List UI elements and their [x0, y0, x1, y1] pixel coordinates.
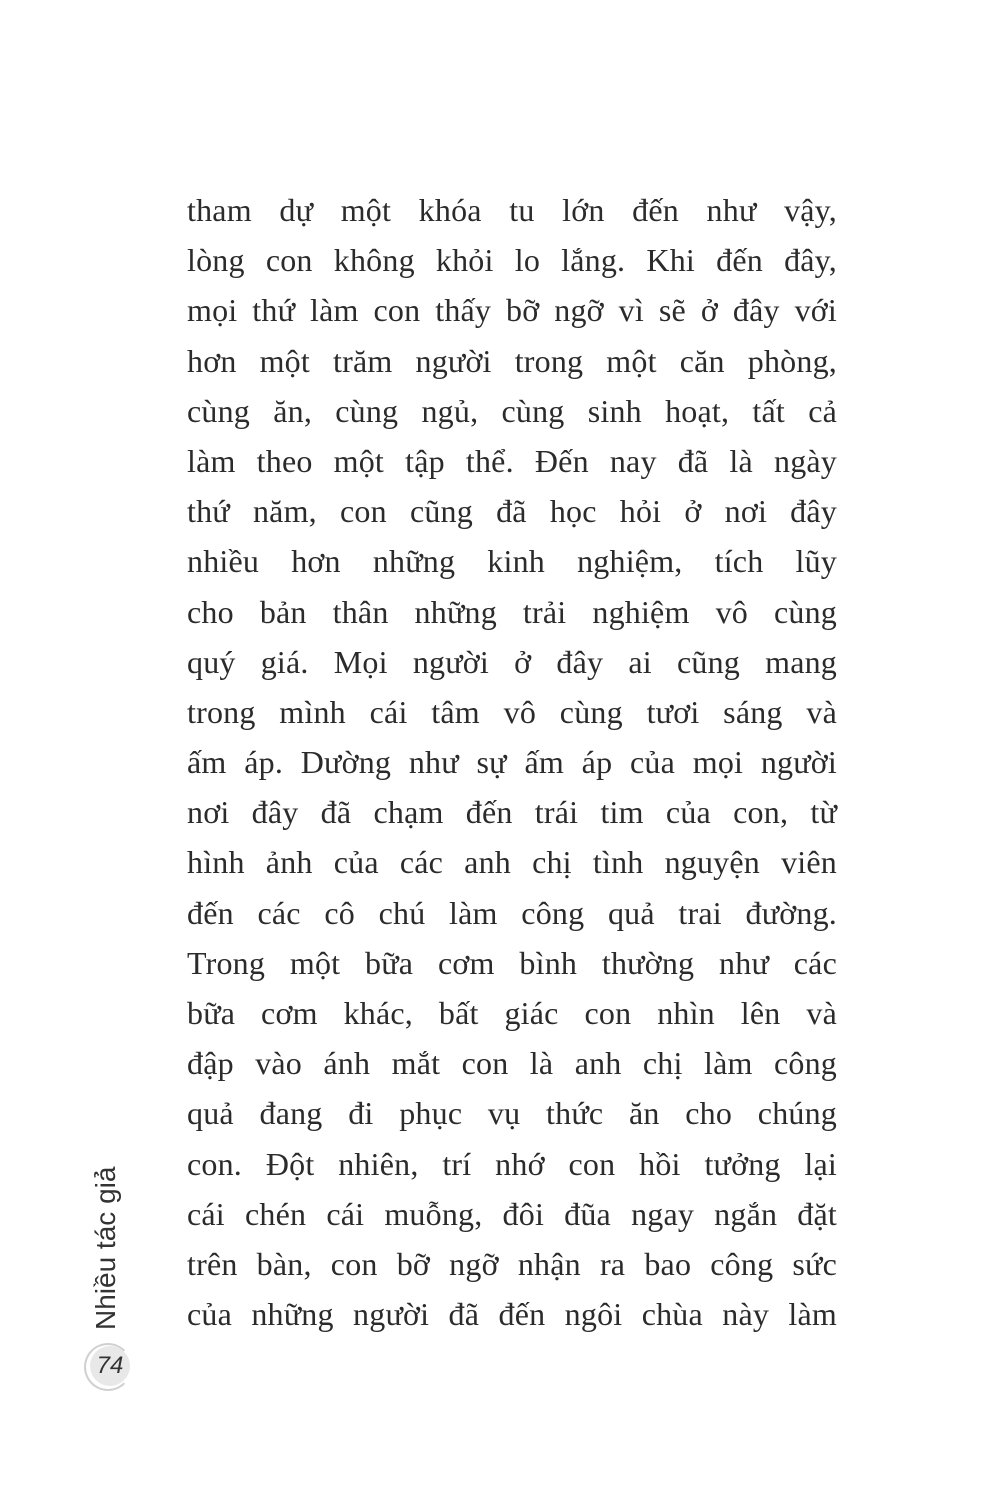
text-line: Trong một bữa cơm bình thường như các: [187, 944, 837, 981]
text-line: quý giá. Mọi người ở đây ai cũng mang: [187, 643, 837, 680]
text-line: bữa cơm khác, bất giác con nhìn lên và: [187, 995, 837, 1031]
text-line: đến các cô chú làm công quả trai đường.: [187, 894, 837, 931]
text-line: thứ năm, con cũng đã học hỏi ở nơi đây: [187, 493, 837, 530]
text-line: lòng con không khỏi lo lắng. Khi đến đây,: [187, 242, 837, 279]
text-line: ấm áp. Dường như sự ấm áp của mọi người: [187, 744, 837, 781]
text-line: con. Đột nhiên, trí nhớ con hồi tưởng lại: [187, 1145, 837, 1182]
text-line: cho bản thân những trải nghiệm vô cùng: [187, 593, 837, 630]
text-line: trên bàn, con bỡ ngỡ nhận ra bao công sức: [187, 1245, 837, 1282]
text-line: nơi đây đã chạm đến trái tim của con, từ: [187, 794, 837, 831]
text-line: trong mình cái tâm vô cùng tươi sáng và: [187, 693, 837, 730]
text-line: hình ảnh của các anh chị tình nguyện viên: [187, 844, 837, 881]
running-author: [88, 1150, 128, 1330]
text-line: đập vào ánh mắt con là anh chị làm công: [187, 1045, 837, 1082]
text-line: của những người đã đến ngôi chùa này làm: [187, 1296, 837, 1333]
text-line: cái chén cái muỗng, đôi đũa ngay ngắn đặt: [187, 1195, 837, 1232]
text-line: nhiều hơn những kinh nghiệm, tích lũy: [187, 543, 837, 580]
page-number-badge: [84, 1343, 132, 1391]
text-line: làm theo một tập thể. Đến nay đã là ngày: [187, 442, 837, 479]
body-paragraph: [187, 185, 837, 1339]
text-line: cùng ăn, cùng ngủ, cùng sinh hoạt, tất cả: [187, 392, 837, 429]
text-line: hơn một trăm người trong một căn phòng,: [187, 342, 837, 379]
author-label: Nhiều tác giả: [90, 1166, 121, 1330]
text-line: mọi thứ làm con thấy bỡ ngỡ vì sẽ ở đây với: [187, 292, 837, 329]
page-number: 74: [96, 1352, 124, 1379]
text-line: quả đang đi phục vụ thức ăn cho chúng: [187, 1095, 837, 1132]
text-line: tham dự một khóa tu lớn đến như vậy,: [187, 192, 837, 228]
